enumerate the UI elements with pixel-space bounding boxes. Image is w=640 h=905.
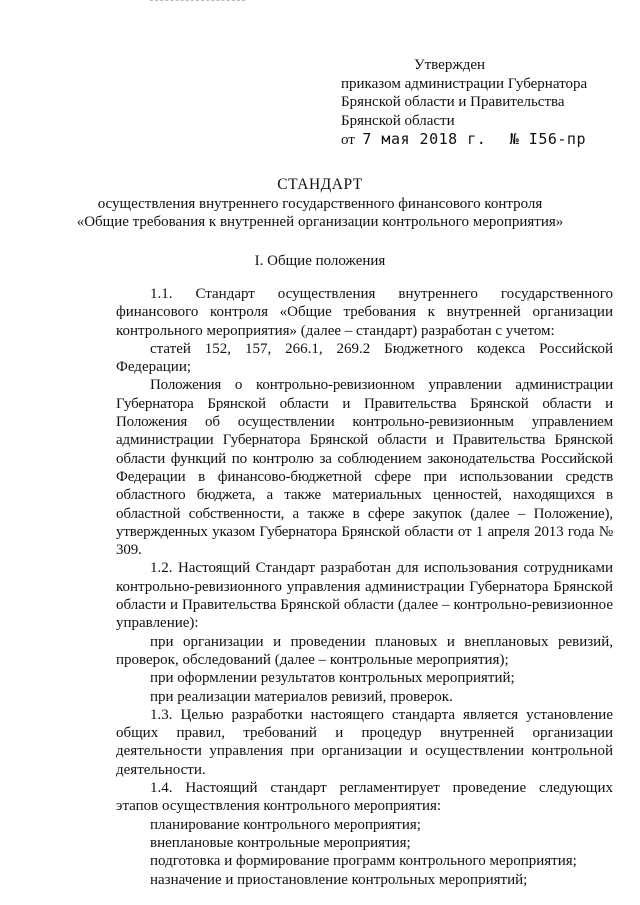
paragraph: статей 152, 157, 266.1, 269.2 Бюджетного кодекса Российской Федерации; (116, 340, 613, 376)
document-subtitle: осуществления внутреннего государственного финансового контроля (97, 196, 543, 212)
paragraph: планирование контрольного мероприятия; (150, 816, 421, 833)
paragraph: подготовка и формирование программ контрольного мероприятия; (150, 853, 577, 870)
paragraph: Положения о контрольно-ревизионном управлении администрации Губернатора Брянской области и Правительства Брянской области и Положения об осуществлении контрольно-ревизионным управлением администрации Губернатора Брянской области и Правительства Брянской области функций по контролю за соблюдением законодательства Российской Федерации в финансово-бюджетной сфере при использовании средств областного бюджета, а также материальных ценностей, находящихся в областной собственности, а также в сфере закупок (далее – Положение), утвержденных указом Губернатора Брянской области от 1 апреля 2013 года № 309. (116, 377, 613, 559)
paragraph: при оформлении результатов контрольных мероприятий; (150, 670, 515, 687)
paragraph: 1.2. Настоящий Стандарт разработан для использования сотрудниками контрольно-ревизионного управления администрации Губернатора Брянской области и Правительства Брянской области (далее – контрольно-ревизионное управление): (116, 560, 613, 632)
paragraph: 1.3. Целью разработки настоящего стандарта является установление общих правил, требований и процедур внутренней организации деятельности управления при организации и осуществлении контрольной деятельности. (116, 706, 613, 778)
paragraph: 1.4. Настоящий стандарт регламентирует проведение следующих этапов осуществления контрольного мероприятия: (116, 780, 613, 815)
paragraph: внеплановые контрольные мероприятия; (150, 834, 411, 851)
document-title: СТАНДАРТ (277, 176, 363, 193)
approval-heading: Утвержден (414, 57, 486, 73)
scan-edge-mark (150, 0, 245, 3)
paragraph: при организации и проведении плановых и внеплановых ревизий, проверок, обследований (далее – контрольные мероприятия); (116, 633, 613, 668)
paragraph: назначение и приостановление контрольных мероприятий; (150, 871, 528, 888)
approval-date-number (341, 130, 586, 150)
approval-block (341, 56, 621, 150)
date-value: 7 мая 2018 г. (362, 130, 487, 148)
paragraph: при реализации материалов ревизий, проверок. (150, 688, 453, 705)
approval-line: Брянской области и Правительства (341, 94, 565, 110)
section-heading: I. Общие положения (254, 253, 386, 269)
approval-line: Брянской области (341, 112, 455, 129)
date-prefix: от (341, 132, 355, 148)
document-body (116, 285, 613, 889)
document-subtitle: «Общие требования к внутренней организации контрольного мероприятия» (76, 214, 564, 230)
paragraph: 1.1. Стандарт осуществления внутреннего государственного финансового контроля «Общие требования к внутренней организации контрольного мероприятия» (далее – стандарт) разработан с учетом: (116, 286, 613, 339)
approval-line: приказом администрации Губернатора (341, 75, 588, 92)
approval-date (341, 130, 486, 150)
order-number: № I56-пр (509, 130, 586, 148)
